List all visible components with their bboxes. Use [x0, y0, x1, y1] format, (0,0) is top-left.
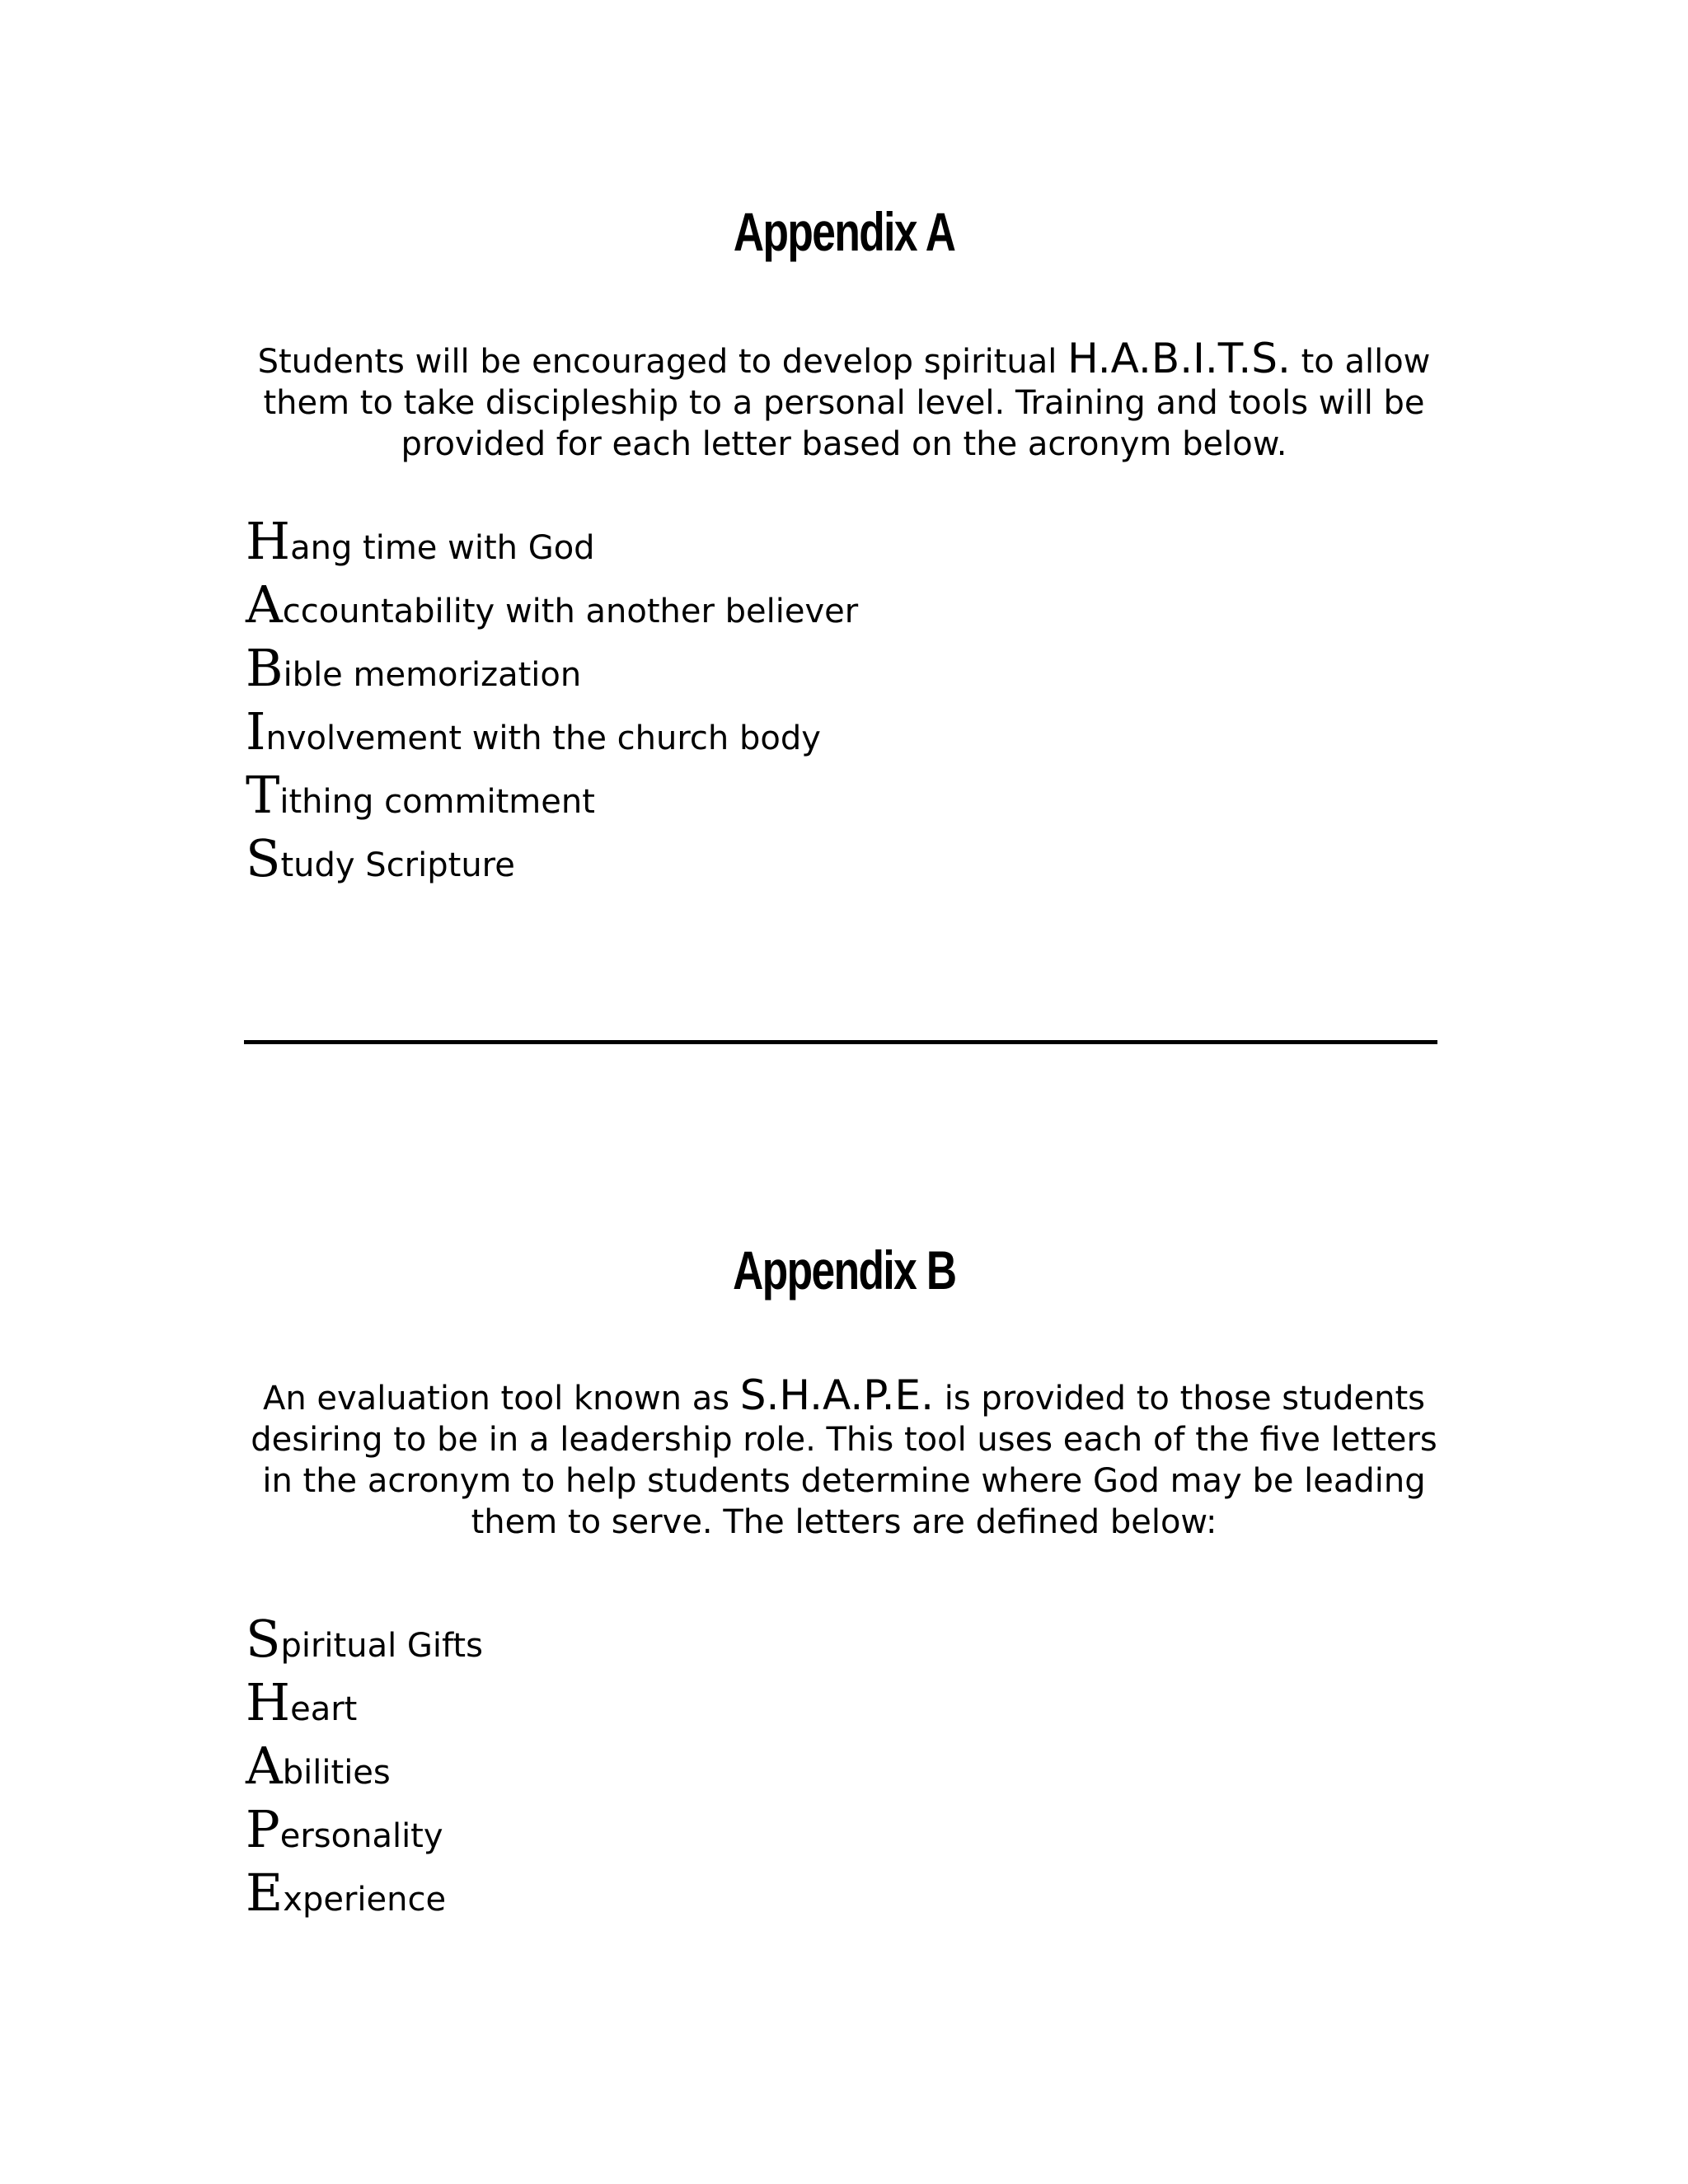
- shape-item-initial: P: [246, 1799, 280, 1859]
- habits-item-s: [246, 827, 858, 890]
- habits-list: [246, 509, 858, 890]
- section-divider: [244, 1040, 1437, 1044]
- habits-item-initial: T: [246, 765, 280, 825]
- shape-item-s: [246, 1607, 483, 1671]
- shape-item-initial: H: [246, 1672, 291, 1732]
- appendix-a-title-text: Appendix A: [733, 201, 955, 262]
- habits-item-initial: H: [246, 511, 291, 571]
- appendix-b-title: [0, 1240, 1688, 1301]
- habits-item-i: [246, 700, 858, 763]
- habits-item-text: ithing commitment: [279, 783, 595, 821]
- shape-item-h: [246, 1671, 483, 1734]
- habits-item-initial: S: [246, 828, 281, 888]
- shape-item-text: xperience: [283, 1881, 447, 1919]
- shape-item-text: bilities: [282, 1754, 391, 1792]
- habits-item-initial: I: [246, 701, 266, 762]
- habits-item-h: [246, 509, 858, 573]
- appendix-b-acronym: S.H.A.P.E.: [739, 1371, 935, 1419]
- habits-item-text: tudy Scripture: [280, 846, 515, 884]
- appendix-b-intro: [247, 1371, 1441, 1543]
- shape-item-e: [246, 1861, 483, 1924]
- shape-item-p: [246, 1797, 483, 1861]
- shape-item-initial: E: [246, 1863, 284, 1923]
- appendix-a-acronym: H.A.B.I.T.S.: [1067, 335, 1291, 382]
- appendix-a-intro: [247, 335, 1441, 465]
- appendix-b-title-text: Appendix B: [732, 1240, 956, 1301]
- habits-item-text: nvolvement with the church body: [265, 719, 821, 757]
- shape-item-text: eart: [290, 1690, 358, 1728]
- shape-item-a: [246, 1734, 483, 1797]
- habits-item-b: [246, 636, 858, 700]
- habits-item-initial: A: [246, 574, 283, 635]
- habits-item-text: ible memorization: [283, 656, 582, 694]
- shape-item-text: piritual Gifts: [280, 1627, 483, 1665]
- appendix-b-intro-after: is provided to those students desiring to be in a leadership role. This tool uses each of the five letters in the acronym to help students determine where God may be leading them to serve. The letters are defined below:: [251, 1380, 1437, 1541]
- habits-item-text: ang time with God: [290, 529, 595, 567]
- shape-list: [246, 1607, 483, 1924]
- habits-item-a: [246, 573, 858, 636]
- appendix-a-title: [0, 201, 1688, 262]
- habits-item-initial: B: [246, 638, 284, 698]
- shape-item-initial: A: [246, 1736, 283, 1796]
- shape-item-initial: S: [246, 1609, 281, 1669]
- habits-item-text: ccountability with another believer: [282, 593, 859, 630]
- appendix-a-intro-after: to allow them to take discipleship to a personal level. Training and tools will be provided for each letter based on the acronym below.: [263, 343, 1431, 463]
- habits-item-t: [246, 763, 858, 827]
- shape-item-text: ersonality: [279, 1817, 443, 1855]
- appendix-b-intro-before: An evaluation tool known as: [262, 1380, 740, 1418]
- appendix-a-intro-before: Students will be encouraged to develop spiritual: [257, 343, 1068, 381]
